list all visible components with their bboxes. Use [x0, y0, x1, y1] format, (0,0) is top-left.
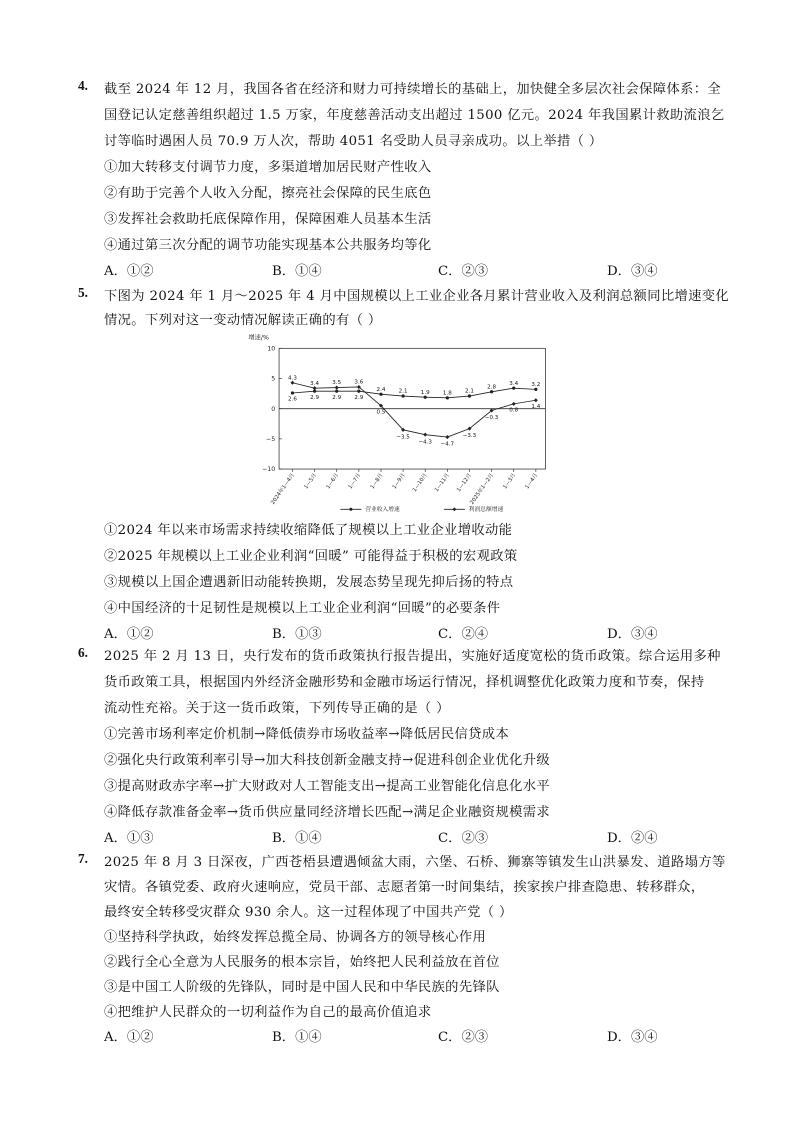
statement: ③发挥社会救助托底保障作用，保障困难人员基本生活	[104, 212, 432, 227]
profit-data-label: −4.7	[440, 441, 455, 448]
question-stem-line: 下图为 2024 年 1 月～2025 年 4 月中国规模以上工业企业各月累计营业收入及利润总额同比增速变化	[104, 289, 730, 304]
question-stem-line: 流动性充裕。关于这一货币政策，下列传导正确的是（ ）	[104, 701, 450, 716]
option-a[interactable]: A．①③	[104, 831, 154, 846]
profit-data-label: −0.3	[484, 415, 499, 422]
revenue-data-label: 2.9	[332, 394, 342, 401]
revenue-data-label: 2.1	[465, 388, 474, 395]
revenue-point	[534, 388, 537, 391]
profit-data-label: 3.4	[310, 380, 320, 387]
x-tick-label: 2025年1—2月	[469, 472, 496, 506]
statement: ①坚持科学执政，始终发挥总揽全局、协调各方的领导核心作用	[104, 930, 487, 945]
x-tick-label: 1—11月	[433, 472, 451, 494]
question-stem-line: 最终安全转移受灾群众 930 余人。这一过程体现了中国共产党（ ）	[104, 905, 513, 920]
revenue-point	[424, 396, 427, 399]
revenue-data-label: 1.9	[420, 389, 430, 396]
question-number: 7.	[78, 851, 88, 866]
revenue-data-label: 2.9	[354, 394, 364, 401]
legend-marker	[452, 507, 456, 511]
revenue-point	[468, 394, 471, 397]
option-c[interactable]: C．②④	[438, 627, 489, 642]
x-tick-label: 1—7月	[347, 472, 363, 491]
question-stem-line: 2025 年 2 月 13 日，央行发布的货币政策执行报告提出，实施好适度宽松的货币政策。综合运用多种	[104, 649, 721, 664]
series-line-revenue	[292, 388, 535, 398]
profit-point	[534, 398, 538, 402]
x-tick-label: 2024年1—4月	[270, 472, 297, 506]
legend-entry: 利润总额增速	[468, 507, 504, 514]
statement: ①完善市场利率定价机制→降低债券市场收益率→降低居民信贷成本	[104, 727, 510, 742]
y-tick-label: −5	[266, 436, 276, 444]
question-stem-line: 货币政策工具，根据国内外经济金融形势和金融市场运行情况，择机调整优化政策力度和节奏，保持	[104, 675, 705, 690]
chart-svg	[240, 333, 550, 516]
statement: ①2024 年以来市场需求持续收缩降低了规模以上工业企业增收动能	[104, 523, 513, 538]
profit-point	[512, 402, 516, 406]
option-d[interactable]: D．③④	[607, 264, 658, 279]
question-number: 6.	[78, 645, 88, 660]
option-b[interactable]: B．①④	[272, 264, 322, 279]
x-tick-label: 1—3月	[502, 472, 518, 491]
y-tick-label: 0	[271, 405, 276, 413]
y-axis-label: 增速/%	[248, 334, 269, 342]
statement: ④降低存款准备金率→货币供应量同经济增长匹配→满足企业融资规模需求	[104, 805, 551, 820]
statement: ④把维护人民群众的一切利益作为自己的最高价值追求	[104, 1005, 432, 1020]
question-6	[78, 645, 750, 845]
statement: ②2025 年规模以上工业企业利润“回暖” 可能得益于积极的宏观政策	[104, 549, 518, 564]
question-7	[78, 851, 750, 1051]
option-b[interactable]: B．①④	[272, 1030, 322, 1045]
x-tick-label: 1—8月	[369, 472, 385, 491]
option-a[interactable]: A．①②	[104, 627, 154, 642]
question-stem-line: 灾情。各镇党委、政府火速响应，党员干部、志愿者第一时间集结，挨家挨户排查隐患、转移群众，	[104, 880, 705, 895]
question-4	[78, 78, 750, 278]
profit-data-label: −3.5	[396, 434, 410, 441]
option-d[interactable]: D．③④	[607, 627, 658, 642]
statement: ③是中国工人阶级的先锋队，同时是中国人民和中华民族的先锋队	[104, 980, 500, 995]
revenue-data-label: 2.4	[376, 386, 386, 393]
profit-point	[423, 433, 427, 437]
profit-data-label: 3.5	[332, 380, 342, 387]
question-stem-line: 讨等临时遇困人员 70.9 万人次，帮助 4051 名受助人员寻亲成功。以上举措（ ）	[104, 134, 603, 149]
revenue-point	[335, 390, 338, 393]
question-stem-line: 2025 年 8 月 3 日深夜，广西苍梧县遭遇倾盆大雨，六堡、石桥、狮寨等镇发生山洪暴发、道路塌方等	[104, 855, 726, 870]
statement: ③提高财政赤字率→扩大财政对人工智能支出→提高工业智能化信息化水平	[104, 779, 551, 794]
revenue-data-label: 1.8	[442, 390, 452, 397]
revenue-point	[401, 394, 404, 397]
revenue-point	[446, 396, 449, 399]
option-a[interactable]: A．①②	[104, 1030, 154, 1045]
option-d[interactable]: D．②④	[607, 831, 658, 846]
profit-data-label: 1.4	[531, 403, 541, 410]
profit-point	[445, 435, 449, 439]
y-tick-label: 5	[271, 375, 276, 383]
revenue-data-label: 2.1	[398, 388, 408, 395]
revenue-point	[379, 393, 382, 396]
option-b[interactable]: B．①④	[272, 831, 322, 846]
x-tick-label: 1—12月	[456, 472, 474, 494]
revenue-data-label: 3.2	[531, 382, 541, 389]
option-c[interactable]: C．②③	[438, 264, 489, 279]
statement: ④中国经济的十足韧性是规模以上工业企业利润“回暖”的必要条件	[104, 601, 501, 616]
revenue-data-label: 2.9	[310, 394, 320, 401]
profit-data-label: 0.8	[509, 407, 519, 414]
option-d[interactable]: D．③④	[607, 1030, 658, 1045]
profit-data-label: 0.5	[376, 409, 386, 416]
revenue-point	[291, 391, 294, 394]
option-a[interactable]: A．①②	[104, 264, 154, 279]
statement: ①加大转移支付调节力度，多渠道增加居民财产性收入	[104, 160, 432, 175]
x-tick-label: 1—6月	[325, 472, 341, 491]
profit-data-label: −4.3	[418, 439, 432, 446]
legend-entry: 营业收入增速	[365, 507, 400, 514]
statement: ④通过第三次分配的调节功能实现基本公共服务均等化	[104, 238, 432, 253]
revenue-data-label: 2.8	[487, 384, 497, 391]
revenue-point	[490, 390, 493, 393]
question-stem-line: 截至 2024 年 12 月，我国各省在经济和财力可持续增长的基础上，加快健全多层次社会保障体系：全	[104, 82, 722, 97]
revenue-data-label: 2.6	[288, 396, 297, 403]
question-number: 4.	[78, 78, 88, 93]
profit-data-label: 4.3	[288, 375, 297, 382]
option-b[interactable]: B．①③	[272, 627, 322, 642]
question-stem-line: 国登记认定慈善组织超过 1.5 万家，年度慈善活动支出超过 1500 亿元。2024 年我国累计救助流浪乞	[104, 108, 725, 123]
revenue-point	[357, 390, 360, 393]
statement: ③规模以上国企遭遇新旧动能转换期，发展态势呈现先抑后扬的特点	[104, 575, 514, 590]
option-c[interactable]: C．②③	[438, 1030, 489, 1045]
question-number: 5.	[78, 285, 88, 300]
profit-data-label: 3.6	[354, 379, 364, 386]
statement: ②强化央行政策利率引导→加大科技创新金融支持→促进科创企业优化升级	[104, 753, 551, 768]
revenue-data-label: 3.4	[509, 380, 519, 387]
y-tick-label: 10	[267, 345, 276, 353]
y-tick-label: −10	[262, 466, 276, 474]
legend-marker	[349, 508, 352, 511]
revenue-point	[512, 387, 515, 390]
growth-rate-chart	[240, 333, 550, 516]
statement: ②践行全心全意为人民服务的根本宗旨，始终把人民利益放在首位	[104, 955, 500, 970]
option-c[interactable]: C．②③	[438, 831, 489, 846]
x-tick-label: 1—9月	[391, 472, 407, 491]
statement: ②有助于完善个人收入分配，擦亮社会保障的民生底色	[104, 186, 432, 201]
question-stem-line: 情况。下列对这一变动情况解读正确的有（ ）	[104, 313, 382, 328]
x-tick-label: 1—4月	[524, 472, 540, 491]
profit-data-label: −3.3	[462, 433, 477, 440]
x-tick-label: 1—10月	[411, 472, 429, 494]
x-tick-label: 1—5月	[303, 472, 319, 491]
